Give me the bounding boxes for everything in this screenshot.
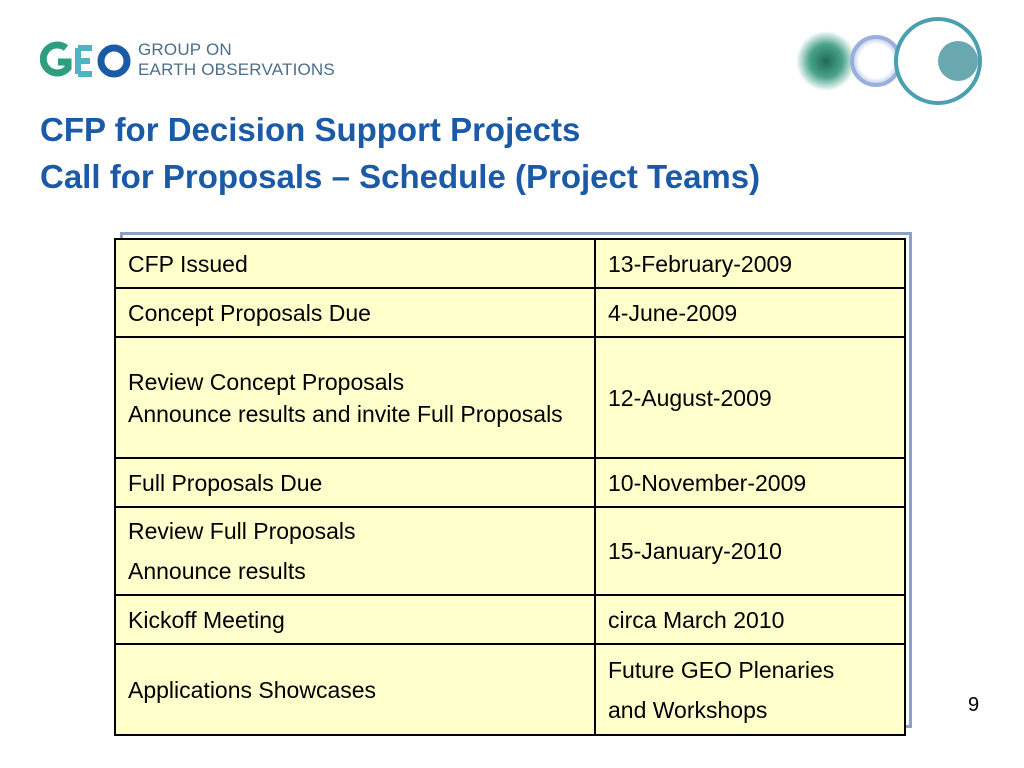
date-cell [595, 288, 905, 337]
milestone-label: Announce results and invite Full Proposals [128, 400, 563, 427]
table-row [115, 239, 905, 288]
milestone-date: circa March 2010 [608, 606, 785, 633]
milestone-date: 15-January-2010 [608, 538, 782, 564]
table-row [115, 288, 905, 337]
milestone-cell [115, 507, 595, 595]
milestone-label: Applications Showcases [128, 676, 377, 703]
milestone-cell [115, 595, 595, 644]
milestone-cell [115, 458, 595, 507]
table-row [115, 507, 905, 595]
date-cell [595, 458, 905, 507]
milestone-cell [115, 288, 595, 337]
table-row [115, 595, 905, 644]
org-name-line2: EARTH OBSERVATIONS [138, 60, 335, 79]
date-cell [595, 239, 905, 288]
milestone-cell [115, 239, 595, 288]
org-name-line1: GROUP ON [138, 40, 232, 59]
date-cell [595, 644, 905, 735]
table-row [115, 644, 905, 735]
milestone-cell [115, 337, 595, 458]
milestone-label: CFP Issued [128, 250, 248, 277]
page-number: 9 [968, 694, 980, 716]
milestone-label: Full Proposals Due [128, 469, 323, 496]
milestone-label: Kickoff Meeting [128, 606, 285, 633]
milestone-cell [115, 644, 595, 735]
table-row [115, 337, 905, 458]
slide-title [40, 106, 980, 200]
schedule-table-container [114, 238, 906, 734]
milestone-date: 4-June-2009 [608, 299, 738, 326]
milestone-date: and Workshops [608, 696, 768, 723]
milestone-label: Review Concept Proposals [128, 368, 405, 395]
date-cell [595, 595, 905, 644]
milestone-label: Review Full Proposals [128, 518, 356, 544]
geo-logo-mark [40, 38, 132, 84]
decorative-circles-graphic [770, 14, 1010, 108]
milestone-date: Future GEO Plenaries [608, 656, 835, 683]
geo-logo [40, 38, 340, 84]
schedule-table [114, 238, 906, 736]
date-cell [595, 337, 905, 458]
milestone-label: Announce results [128, 558, 306, 584]
org-name [138, 40, 335, 80]
title-line-2: Call for Proposals – Schedule (Project Teams) [40, 158, 761, 195]
table-row [115, 458, 905, 507]
title-line-1: CFP for Decision Support Projects [40, 111, 581, 148]
milestone-date: 10-November-2009 [608, 469, 807, 496]
milestone-label: Concept Proposals Due [128, 299, 371, 326]
milestone-date: 12-August-2009 [608, 384, 772, 411]
milestone-date: 13-February-2009 [608, 250, 793, 277]
date-cell [595, 507, 905, 595]
